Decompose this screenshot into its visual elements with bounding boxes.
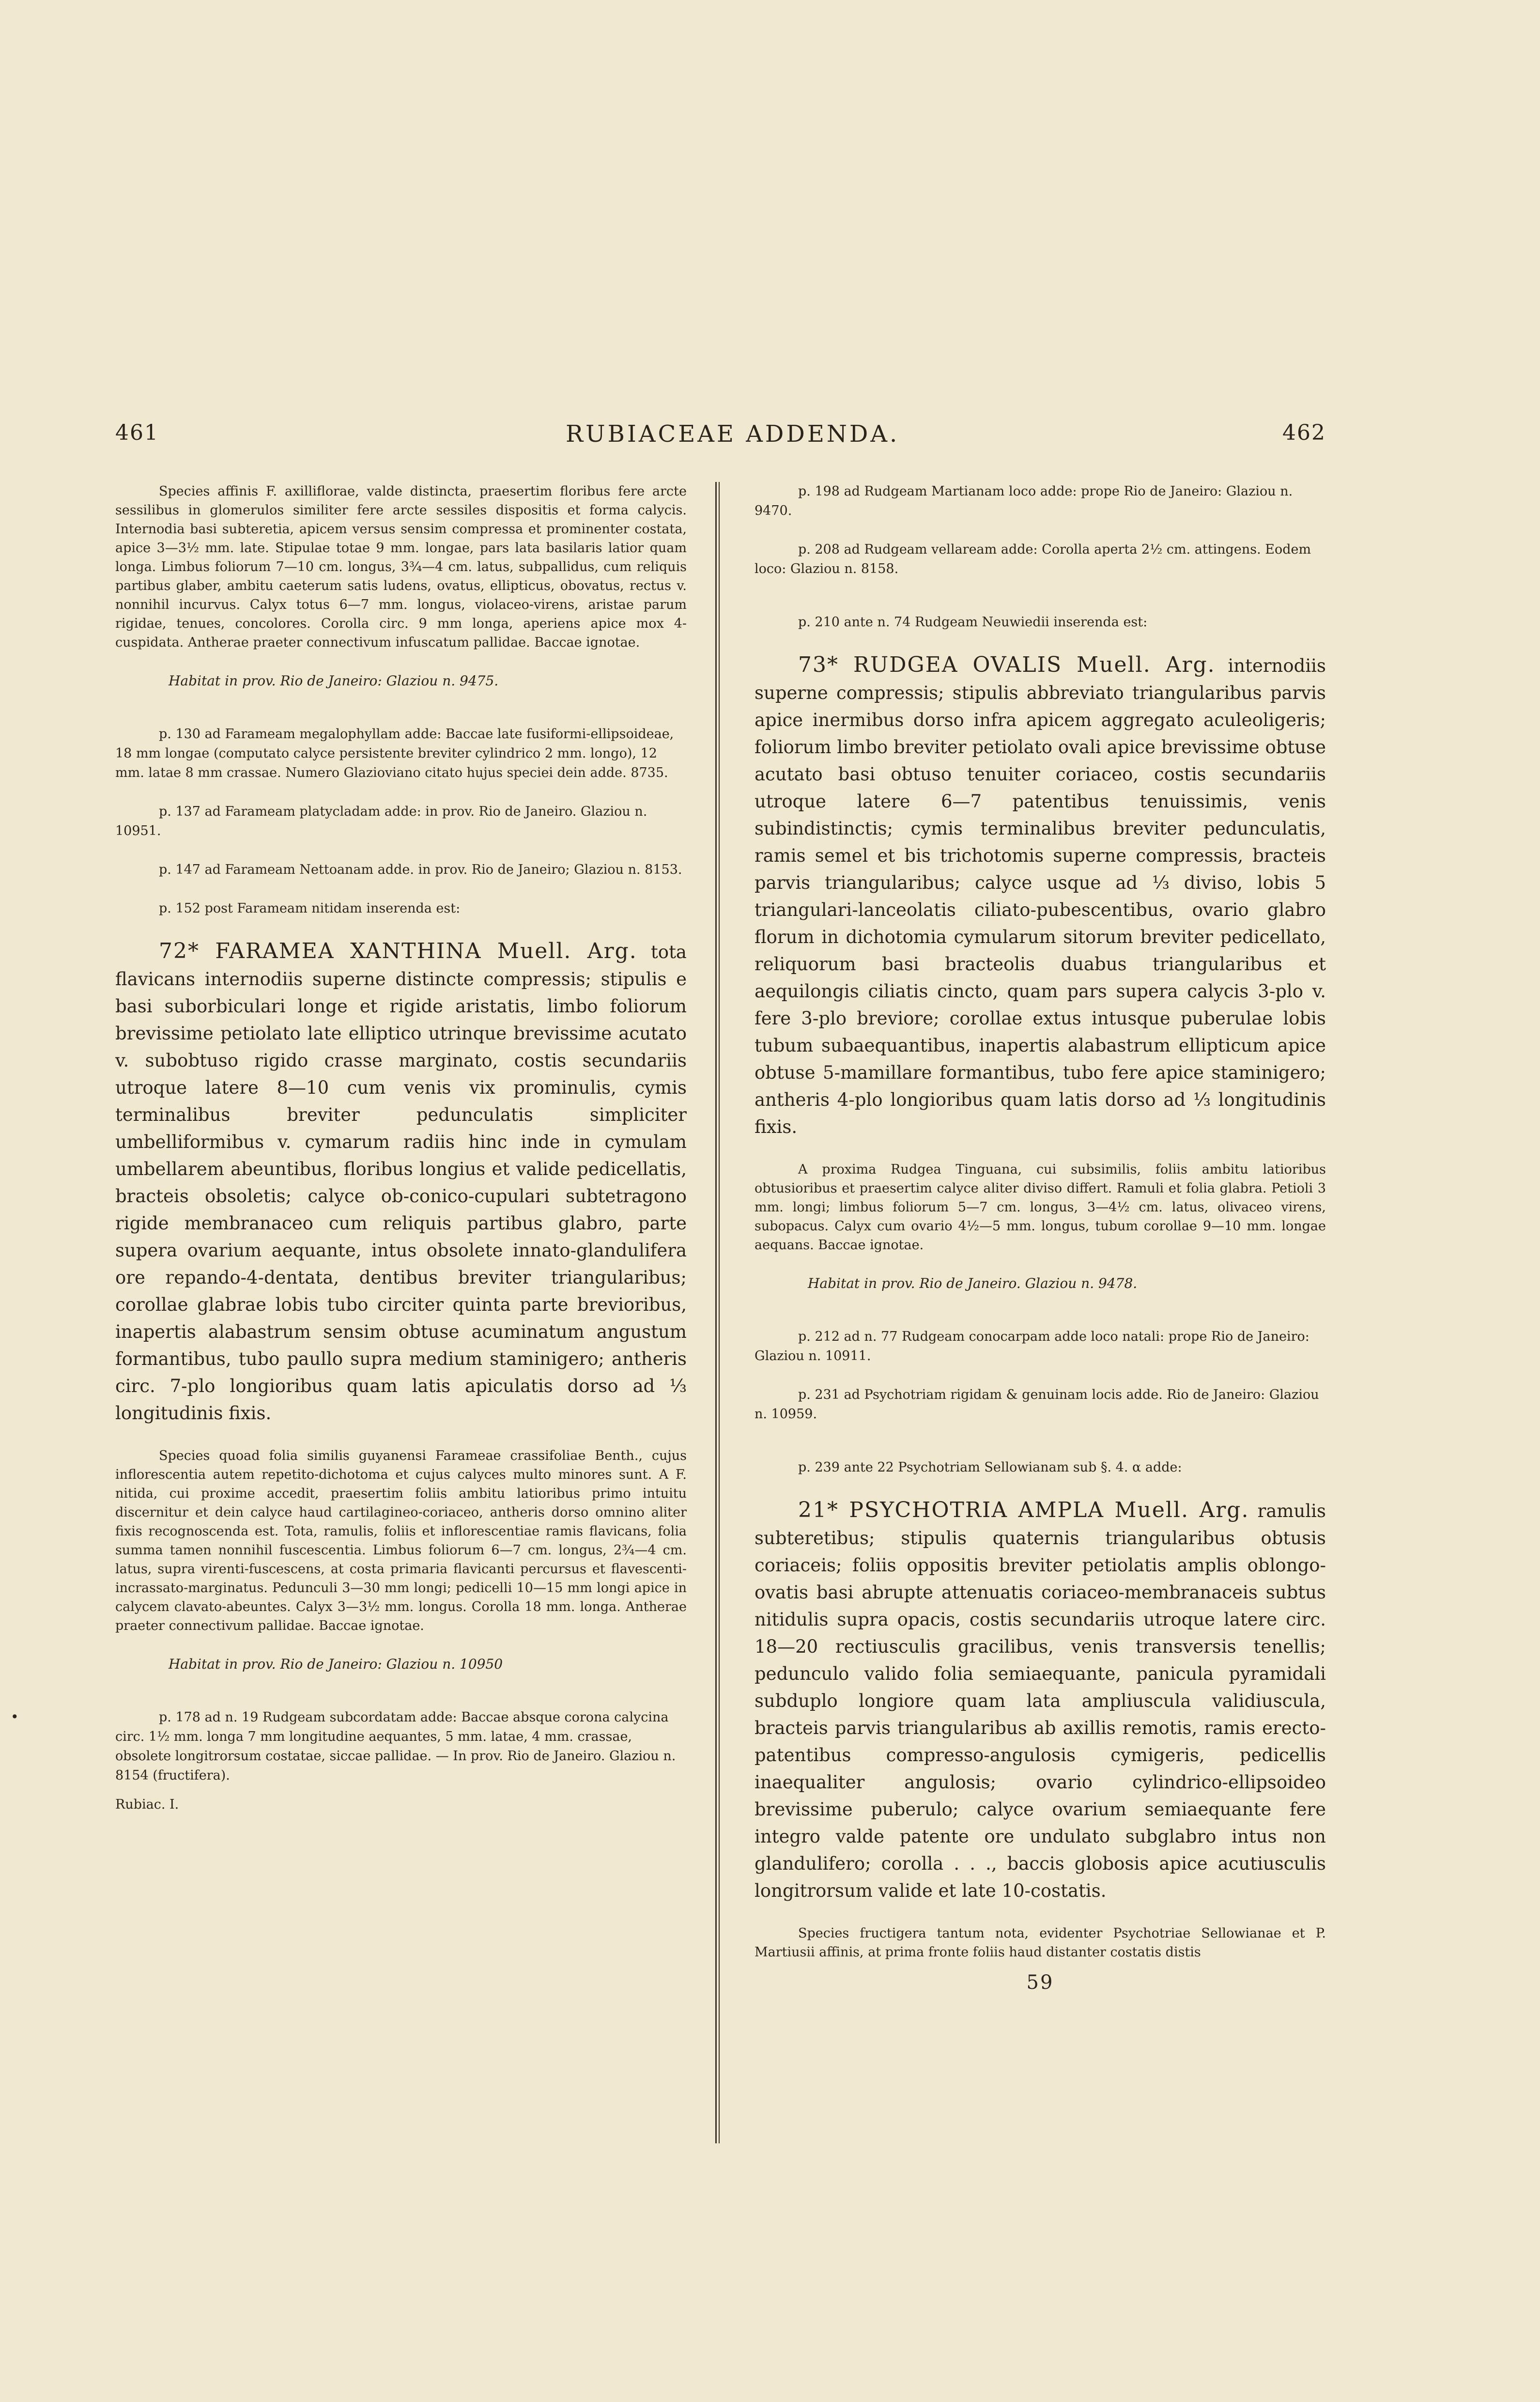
addendum-note-p137: p. 137 ad Farameam platycladam adde: in prov. Rio de Janeiro. Glaziou n. 10951. — [115, 804, 647, 838]
species-73-description — [755, 651, 1326, 1141]
addendum-note-p210: p. 210 ante n. 74 Rudgeam Neuwiedii inserenda est: — [798, 615, 1148, 630]
left-column — [115, 482, 687, 1812]
species-73-text: internodiis superne compressis; stipulis abbreviato triangularibus parvis apice inermibus dorso infra apicem aggregato aculeoligeris; foliorum limbo breviter petiolato ovali apice brevissime obtuse acutato basi obtuso tenuiter coriaceo, costis secundariis utroque latere 6—7 patentibus tenuissimis, venis subindistinctis; cymis terminalibus breviter pedunculatis, ramis semel et bis trichotomis superne compressis, bracteis parvis triangularibus; calyce usque ad ⅓ diviso, lobis 5 triangulari-lanceolatis ciliato-pubescentibus, ovario glabro florum in dichotomia cymularum sitorum breviter pedicellato, reliquorum basi bracteolis duabus triangularibus et aequilongis ciliatis cincto, quam pars supera calycis 3-plo v. fere 3-plo breviore; corollae extus intusque puberulae lobis tubum subaequantibus, inapertis alabastrum ellipticum apice obtuse 5-mamillare formantibus, tubo fere apice staminigero; antheris 4-plo longioribus quam latis dorso ad ⅓ longitudinis fixis. — [755, 655, 1326, 1137]
addendum-note-p208: p. 208 ad Rudgeam vellaream adde: Corolla aperta 2½ cm. attingens. Eodem loco: Glaziou n. 8158. — [755, 542, 1311, 576]
addendum-note-p152: p. 152 post Farameam nitidam inserenda est: — [159, 901, 461, 916]
running-title: RUBIACEAE ADDENDA. — [566, 420, 900, 448]
habitat-line: Habitat in prov. Rio de Janeiro: Glaziou n. 10950 — [169, 1656, 503, 1672]
species-intro-paragraph: Species affinis F. axilliflorae, valde distincta, praesertim floribus fere arcte sessilibus in glomerulos similiter fere arcte sessiles dispositis et forma calycis. Internodia basi subteretia, apicem versus sensim compressa et prominenter costata, apice 3—3½ mm. late. Stipulae totae 9 mm. longae, pars lata basilaris latior quam longa. Limbus foliorum 7—10 cm. longus, 3¾—4 cm. latus, subpallidus, cum reliquis partibus glaber, ambitu caeterum satis ludens, ovatus, ellipticus, obovatus, rectus v. nonnihil incurvus. Calyx totus 6—7 mm. longus, violaceo-virens, aristae parum rigidae, tenues, concolores. Corolla circ. 9 mm longa, aperiens apice mox 4-cuspidata. Antherae praeter connectivum infuscatum pallidae. Baccae ignotae. — [115, 484, 687, 650]
addendum-note-p178: p. 178 ad n. 19 Rudgeam subcordatam adde: Baccae absque corona calycina circ. 1½ mm. longa 7 mm longitudine aequantes, 5 mm. latae, 4 mm. crassae, obsolete longitrorsum costatae, siccae pallidae. — In prov. Rio de Janeiro. Glaziou n. 8154 (fructifera). — [115, 1710, 676, 1783]
page-header — [115, 420, 1326, 454]
signature-mark: Rubiac. I. — [115, 1797, 179, 1812]
addendum-note-p130: p. 130 ad Farameam megalophyllam adde: Baccae late fusiformi-ellipsoideae, 18 mm longae (computato calyce persistente breviter cylindrico 2 mm. longo), 12 mm. latae 8 mm crassae. Numero Glazioviano citato hujus speciei dein adde. 8735. — [115, 727, 674, 780]
addendum-note-p198: p. 198 ad Rudgeam Martianam loco adde: prope Rio de Janeiro: Glaziou n. 9470. — [755, 484, 1293, 518]
addendum-note-p239: p. 239 ante 22 Psychotriam Sellowianam sub §. 4. α adde: — [798, 1460, 1182, 1475]
page-number-right: 462 — [1282, 420, 1326, 445]
species-72-description — [115, 938, 687, 1427]
species-73-note: A proxima Rudgea Tinguana, cui subsimilis, foliis ambitu latioribus obtusioribus et praesertim calyce aliter diviso differt. Ramuli et folia glabra. Petioli 3 mm. longi; limbus foliorum 5—7 cm. longus, 3—4½ cm. latus, olivaceo virens, subopacus. Calyx cum ovario 4½—5 mm. longus, tubum corollae 9—10 mm. longae aequans. Baccae ignotae. — [755, 1162, 1326, 1253]
species-21-note: Species fructigera tantum nota, evidenter Psychotriae Sellowianae et P. Martiusii affinis, at prima fronte foliis haud distanter costatis distis — [755, 1926, 1326, 1960]
page-number-left: 461 — [115, 420, 159, 445]
addendum-note-p212: p. 212 ad n. 77 Rudgeam conocarpam adde loco natali: prope Rio de Janeiro: Glaziou n. 10911. — [755, 1329, 1309, 1364]
addendum-note-p147: p. 147 ad Farameam Nettoanam adde. in prov. Rio de Janeiro; Glaziou n. 8153. — [159, 862, 682, 877]
species-72-heading: 72* FARAMEA XANTHINA Muell. Arg. — [159, 939, 637, 963]
species-21-heading: 21* PSYCHOTRIA AMPLA Muell. Arg. — [798, 1498, 1249, 1522]
column-divider — [715, 482, 717, 2143]
column-divider-inner — [719, 482, 720, 2143]
signature-folio: 59 — [1026, 1971, 1054, 1994]
species-73-heading: 73* RUDGEA OVALIS Muell. Arg. — [798, 652, 1216, 677]
right-column — [755, 482, 1326, 1994]
addendum-note-p231: p. 231 ad Psychotriam rigidam & genuinam locis adde. Rio de Janeiro: Glaziou n. 10959. — [755, 1387, 1319, 1422]
habitat-line: Habitat in prov. Rio de Janeiro. Glaziou n. 9478. — [808, 1275, 1138, 1291]
species-72-note: Species quoad folia similis guyanensi Farameae crassifoliae Benth., cujus inflorescentia autem repetito-dichotoma et cujus calyces multo minores sunt. A F. nitida, cui proxime accedit, praesertim foliis ambitu latioribus primo intuitu discernitur et dein calyce haud cartilagineo-coriaceo, antheris dorso omnino aliter fixis recognoscenda est. Tota, ramulis, foliis et inflorescentiae ramis flavicans, folia summa tamen nonnihil fuscescentia. Limbus foliorum 6—7 cm. longus, 2¾—4 cm. latus, supra virenti-fuscescens, at costa primaria flavicanti percursus et flavescenti-incrassato-marginatus. Pedunculi 3—30 mm longi; pedicelli 10—15 mm longi apice in calycem clavato-abeuntes. Calyx 3—3½ mm. longus. Corolla 18 mm. longa. Antherae praeter connectivum pallidae. Baccae ignotae. — [115, 1448, 687, 1633]
species-72-text: tota flavicans internodiis superne distincte compressis; stipulis e basi suborbiculari longe et rigide aristatis, limbo foliorum brevissime petiolato late elliptico utrinque brevissime acutato v. subobtuso rigido crasse marginato, costis secundariis utroque latere 8—10 cum venis vix prominulis, cymis terminalibus breviter pedunculatis simpliciter umbelliformibus v. cymarum radiis hinc inde in cymulam umbellarem abeuntibus, floribus longius et valide pedicellatis, bracteis obsoletis; calyce ob-conico-cupulari subtetragono rigide membranaceo cum reliquis partibus glabro, parte supera ovarium aequante, intus obsolete innato-glandulifera ore repando-4-dentata, dentibus breviter triangularibus; corollae glabrae lobis tubo circiter quinta parte brevioribus, inapertis alabastrum sensim obtuse acuminatum angustum formantibus, tubo paullo supra medium staminigero; antheris circ. 7-plo longioribus quam latis apiculatis dorso ad ⅓ longitudinis fixis. — [115, 942, 687, 1424]
habitat-line: Habitat in prov. Rio de Janeiro: Glaziou n. 9475. — [169, 673, 499, 689]
species-21-description — [755, 1497, 1326, 1905]
species-21-text: ramulis subteretibus; stipulis quaternis triangularibus obtusis coriaceis; foliis oppositis breviter petiolatis amplis oblongo-ovatis basi abrupte attenuatis coriaceo-membranaceis subtus nitidulis supra opacis, costis secundariis utroque latere circ. 18—20 rectiusculis gracilibus, venis transversis tenellis; pedunculo valido folia semiaequante, panicula pyramidali subduplo longiore quam lata ampliuscula validiuscula, bracteis parvis triangularibus ab axillis remotis, ramis erecto-patentibus compresso-angulosis cymigeris, pedicellis inaequaliter angulosis; ovario cylindrico-ellipsoideo brevissime puberulo; calyce ovarium semiaequante fere integro valde patente ore undulato subglabro intus non glandulifero; corolla . . ., baccis globosis apice acutiusculis longitrorsum valide et late 10-costatis. — [755, 1501, 1326, 1901]
margin-mark: • — [11, 1709, 19, 1725]
